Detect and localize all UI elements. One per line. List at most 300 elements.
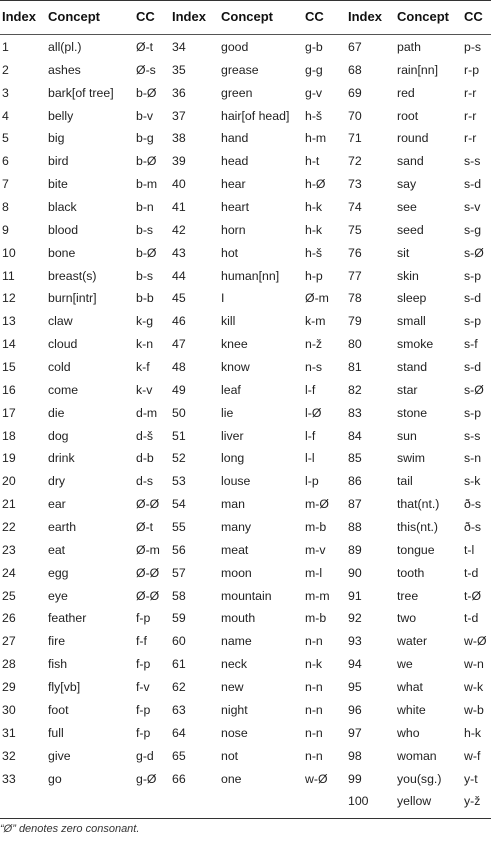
cell-concept: name [221, 634, 252, 649]
cell-cc: k-g [136, 314, 154, 329]
cell-index: 94 [348, 657, 362, 672]
cell-concept: one [221, 771, 242, 786]
cell-cc: f-p [136, 657, 151, 672]
cell-cc: Ø-t [136, 520, 154, 535]
cell-cc: n-s [305, 360, 323, 375]
cell-concept: star [397, 382, 418, 397]
cell-concept: feather [48, 611, 87, 626]
cell-concept: hear [221, 177, 246, 192]
cell-cc: s-s [464, 154, 481, 169]
cell-index: 66 [172, 771, 186, 786]
cell-index: 10 [2, 245, 16, 260]
cell-index: 28 [2, 657, 16, 672]
cell-index: 41 [172, 200, 186, 215]
cell-index: 65 [172, 748, 186, 763]
cell-index: 4 [2, 108, 9, 123]
cell-concept: leaf [221, 382, 241, 397]
cell-index: 35 [172, 62, 186, 77]
cell-cc: h-k [464, 725, 482, 740]
cell-cc: p-s [464, 40, 482, 54]
cell-cc: ð-s [464, 497, 482, 512]
cell-cc: s-p [464, 405, 482, 420]
cell-concept: drink [48, 451, 75, 466]
cell-index: 78 [348, 291, 362, 306]
cell-concept: path [397, 40, 421, 54]
cell-index: 93 [348, 634, 362, 649]
cell-index: 87 [348, 497, 362, 512]
header-concept: Concept [221, 9, 273, 24]
cell-index: 12 [2, 291, 16, 306]
cell-index: 73 [348, 177, 362, 192]
cell-index: 84 [348, 428, 362, 443]
cell-concept: skin [397, 268, 419, 283]
cell-concept: bird [48, 154, 69, 169]
cell-concept: bone [48, 245, 76, 260]
cell-index: 34 [172, 40, 186, 54]
cell-index: 42 [172, 222, 186, 237]
cell-concept: this(nt.) [397, 520, 438, 535]
cell-cc: b-s [136, 222, 154, 237]
cell-index: 69 [348, 85, 362, 100]
cell-cc: b-g [136, 131, 154, 146]
cell-concept: hand [221, 131, 249, 146]
header-index: Index [2, 9, 36, 24]
cell-index: 56 [172, 542, 186, 557]
cell-concept: eye [48, 588, 68, 603]
cell-concept: egg [48, 565, 69, 580]
cell-cc: b-n [136, 200, 154, 215]
cell-index: 20 [2, 474, 16, 489]
cell-concept: nose [221, 725, 248, 740]
cell-cc: s-n [464, 451, 482, 466]
cell-index: 17 [2, 405, 16, 420]
cell-index: 44 [172, 268, 186, 283]
cell-cc: b-b [136, 291, 154, 306]
cell-index: 57 [172, 565, 186, 580]
cell-concept: tail [397, 474, 413, 489]
cell-index: 3 [2, 85, 9, 100]
cell-concept: neck [221, 657, 247, 672]
cell-index: 24 [2, 565, 16, 580]
cell-index: 71 [348, 131, 362, 146]
cell-index: 48 [172, 360, 186, 375]
header-index: Index [172, 9, 206, 24]
cell-concept: who [397, 725, 420, 740]
cell-cc: b-v [136, 108, 154, 123]
cell-cc: w-Ø [464, 634, 487, 649]
cell-cc: b-m [136, 177, 158, 192]
cell-cc: k-f [136, 360, 150, 375]
cell-concept: knee [221, 337, 248, 352]
cell-index: 52 [172, 451, 186, 466]
cell-index: 67 [348, 40, 362, 54]
cell-cc: s-s [464, 428, 481, 443]
cell-index: 8 [2, 200, 9, 215]
cell-cc: n-n [305, 748, 323, 763]
cell-index: 1 [2, 40, 9, 54]
cell-cc: h-k [305, 222, 323, 237]
cell-cc: g-d [136, 748, 154, 763]
cell-index: 19 [2, 451, 16, 466]
cell-index: 50 [172, 405, 186, 420]
cell-index: 77 [348, 268, 362, 283]
cell-cc: m-v [305, 542, 326, 557]
cell-index: 79 [348, 314, 362, 329]
cell-concept: long [221, 451, 245, 466]
cell-cc: s-d [464, 177, 482, 192]
cell-index: 64 [172, 725, 186, 740]
cell-cc: s-p [464, 268, 482, 283]
cell-concept: eat [48, 542, 66, 557]
cell-cc: Ø-m [136, 542, 160, 557]
cell-concept: round [397, 131, 429, 146]
cell-cc: r-r [464, 85, 477, 100]
cell-concept: big [48, 131, 65, 146]
cell-concept: you(sg.) [397, 771, 442, 786]
cell-concept: hair[of head] [221, 108, 290, 123]
cell-concept: give [48, 748, 71, 763]
cell-concept: cloud [48, 337, 78, 352]
cell-cc: Ø-m [305, 291, 329, 306]
cell-cc: w-f [464, 748, 481, 763]
cell-concept: breast(s) [48, 268, 97, 283]
cell-concept: foot [48, 702, 69, 717]
cell-cc: f-p [136, 702, 151, 717]
cell-concept: heart [221, 200, 250, 215]
cell-index: 92 [348, 611, 362, 626]
cell-concept: moon [221, 565, 252, 580]
cell-concept: die [48, 405, 65, 420]
cell-index: 22 [2, 520, 16, 535]
cell-concept: hot [221, 245, 239, 260]
cell-concept: bark[of tree] [48, 85, 114, 100]
cell-index: 98 [348, 748, 362, 763]
cell-cc: t-l [464, 542, 475, 557]
cell-cc: g-g [305, 62, 323, 77]
cell-concept: ear [48, 497, 66, 512]
cell-cc: s-Ø [464, 382, 484, 397]
cell-index: 33 [2, 771, 16, 786]
cell-index: 51 [172, 428, 186, 443]
cell-index: 62 [172, 680, 186, 695]
cell-index: 38 [172, 131, 186, 146]
cell-index: 74 [348, 200, 362, 215]
table-bottom-rule [0, 818, 491, 819]
cell-concept: claw [48, 314, 73, 329]
cell-cc: h-š [305, 108, 323, 123]
cell-index: 82 [348, 382, 362, 397]
cell-concept: earth [48, 520, 77, 535]
cell-index: 32 [2, 748, 16, 763]
cell-index: 53 [172, 474, 186, 489]
cell-index: 40 [172, 177, 186, 192]
cell-index: 9 [2, 222, 9, 237]
cell-cc: k-m [305, 314, 326, 329]
cell-index: 37 [172, 108, 186, 123]
cell-concept: fly[vb] [48, 680, 81, 695]
cell-concept: small [397, 314, 426, 329]
cell-cc: Ø-t [136, 40, 154, 54]
cell-cc: y-ž [464, 794, 481, 809]
cell-cc: h-Ø [305, 177, 326, 192]
cell-cc: n-k [305, 657, 323, 672]
cell-cc: m-b [305, 520, 327, 535]
cell-index: 55 [172, 520, 186, 535]
cell-concept: white [397, 702, 426, 717]
cell-concept: go [48, 771, 62, 786]
cell-index: 90 [348, 565, 362, 580]
cell-cc: f-f [136, 634, 147, 649]
cell-concept: woman [397, 748, 437, 763]
cell-index: 46 [172, 314, 186, 329]
cell-concept: sun [397, 428, 417, 443]
cell-concept: smoke [397, 337, 434, 352]
cell-concept: two [397, 611, 417, 626]
cell-concept: seed [397, 222, 424, 237]
cell-index: 95 [348, 680, 362, 695]
cell-concept: tongue [397, 542, 435, 557]
cell-cc: h-t [305, 154, 320, 169]
cell-concept: tree [397, 588, 419, 603]
cell-concept: cold [48, 360, 71, 375]
cell-concept: say [397, 177, 417, 192]
cell-index: 70 [348, 108, 362, 123]
cell-concept: I [221, 291, 225, 306]
cell-concept: new [221, 680, 244, 695]
cell-cc: w-Ø [305, 771, 328, 786]
cell-concept: night [221, 702, 248, 717]
cell-index: 15 [2, 360, 16, 375]
cell-cc: Ø-s [136, 62, 156, 77]
cell-concept: see [397, 200, 417, 215]
cell-cc: g-v [305, 85, 323, 100]
cell-concept: that(nt.) [397, 497, 440, 512]
cell-concept: many [221, 520, 252, 535]
cell-cc: b-s [136, 268, 154, 283]
cell-index: 58 [172, 588, 186, 603]
cell-cc: n-ž [305, 337, 323, 352]
cell-cc: m-b [305, 611, 327, 626]
cell-cc: r-p [464, 62, 480, 77]
cell-index: 68 [348, 62, 362, 77]
cell-cc: d-m [136, 405, 158, 420]
cell-concept: sleep [397, 291, 427, 306]
cell-cc: l-l [305, 451, 315, 466]
cell-index: 27 [2, 634, 16, 649]
cell-concept: rain[nn] [397, 62, 439, 77]
cell-cc: t-Ø [464, 588, 482, 603]
cell-cc: d-b [136, 451, 154, 466]
cell-index: 11 [2, 268, 15, 283]
cell-index: 96 [348, 702, 362, 717]
cell-index: 25 [2, 588, 16, 603]
cell-cc: l-f [305, 428, 316, 443]
cell-cc: n-n [305, 680, 323, 695]
cell-concept: dry [48, 474, 66, 489]
cell-concept: kill [221, 314, 236, 329]
cell-concept: belly [48, 108, 74, 123]
cell-cc: h-m [305, 131, 327, 146]
cell-index: 43 [172, 245, 186, 260]
cell-cc: n-n [305, 634, 323, 649]
cell-concept: head [221, 154, 249, 169]
cell-concept: not [221, 748, 239, 763]
cell-cc: n-n [305, 702, 323, 717]
cell-concept: water [397, 634, 428, 649]
cell-concept: know [221, 360, 250, 375]
cell-concept: swim [397, 451, 426, 466]
cell-concept: black [48, 200, 77, 215]
header-cc: CC [464, 9, 483, 24]
cell-index: 89 [348, 542, 362, 557]
cell-concept: dog [48, 428, 69, 443]
cell-cc: y-t [464, 771, 478, 786]
cell-cc: w-k [464, 680, 484, 695]
cell-concept: blood [48, 222, 79, 237]
cell-index: 99 [348, 771, 362, 786]
cell-cc: b-Ø [136, 154, 157, 169]
cell-cc: f-p [136, 611, 151, 626]
cell-cc: d-s [136, 474, 154, 489]
cell-index: 76 [348, 245, 362, 260]
cell-index: 13 [2, 314, 16, 329]
cell-index: 45 [172, 291, 186, 306]
cell-index: 54 [172, 497, 186, 512]
cell-concept: man [221, 497, 245, 512]
cell-cc: m-Ø [305, 497, 329, 512]
cell-concept: bite [48, 177, 68, 192]
cell-index: 49 [172, 382, 186, 397]
cell-cc: s-v [464, 200, 481, 215]
cell-cc: k-n [136, 337, 154, 352]
cell-concept: meat [221, 542, 249, 557]
cell-cc: s-p [464, 314, 482, 329]
cell-cc: Ø-Ø [136, 565, 160, 580]
cell-concept: mountain [221, 588, 272, 603]
cell-index: 85 [348, 451, 362, 466]
cell-cc: s-k [464, 474, 481, 489]
cell-concept: mouth [221, 611, 256, 626]
cell-concept: stone [397, 405, 428, 420]
cell-concept: liver [221, 428, 244, 443]
cell-cc: t-d [464, 611, 479, 626]
cell-cc: k-v [136, 382, 153, 397]
cell-index: 26 [2, 611, 16, 626]
cell-index: 2 [2, 62, 9, 77]
cell-concept: fire [48, 634, 66, 649]
table-footnote: “Ø” denotes zero consonant. [0, 823, 140, 835]
cell-cc: d-š [136, 428, 154, 443]
cell-concept: grease [221, 62, 259, 77]
cell-cc: s-f [464, 337, 478, 352]
cell-index: 60 [172, 634, 186, 649]
cell-cc: r-r [464, 131, 477, 146]
cell-cc: s-g [464, 222, 482, 237]
cell-cc: m-l [305, 565, 323, 580]
cell-index: 86 [348, 474, 362, 489]
cell-concept: burn[intr] [48, 291, 97, 306]
cell-index: 47 [172, 337, 186, 352]
cell-cc: w-n [464, 657, 484, 672]
cell-concept: louse [221, 474, 251, 489]
header-index: Index [348, 9, 382, 24]
cell-index: 14 [2, 337, 16, 352]
cell-cc: Ø-Ø [136, 588, 160, 603]
cell-cc: b-Ø [136, 85, 157, 100]
cell-concept: red [397, 85, 415, 100]
cell-index: 83 [348, 405, 362, 420]
cell-cc: n-n [305, 725, 323, 740]
cell-index: 39 [172, 154, 186, 169]
cell-index: 18 [2, 428, 16, 443]
header-cc: CC [305, 9, 324, 24]
cell-concept: good [221, 40, 249, 54]
cell-cc: g-Ø [136, 771, 157, 786]
cell-cc: h-k [305, 200, 323, 215]
cell-concept: stand [397, 360, 428, 375]
cell-cc: l-p [305, 474, 319, 489]
cell-index: 31 [2, 725, 16, 740]
cell-concept: tooth [397, 565, 425, 580]
cell-cc: ð-s [464, 520, 482, 535]
cell-cc: h-p [305, 268, 323, 283]
cell-cc: w-b [464, 702, 484, 717]
cell-cc: l-f [305, 382, 316, 397]
cell-concept: we [397, 657, 413, 672]
cell-cc: m-m [305, 588, 330, 603]
cell-concept: yellow [397, 794, 432, 809]
cell-index: 29 [2, 680, 16, 695]
cell-index: 100 [348, 794, 369, 809]
cell-index: 88 [348, 520, 362, 535]
cell-concept: horn [221, 222, 246, 237]
cell-concept: human[nn] [221, 268, 280, 283]
cell-index: 23 [2, 542, 16, 557]
cell-cc: t-d [464, 565, 479, 580]
cell-cc: Ø-Ø [136, 497, 160, 512]
cell-index: 6 [2, 154, 9, 169]
cell-index: 59 [172, 611, 186, 626]
cell-index: 21 [2, 497, 16, 512]
cell-index: 61 [172, 657, 186, 672]
cell-index: 91 [348, 588, 362, 603]
cell-concept: fish [48, 657, 68, 672]
cell-concept: full [48, 725, 64, 740]
cell-concept: sand [397, 154, 424, 169]
cell-cc: h-š [305, 245, 323, 260]
cell-index: 16 [2, 382, 16, 397]
cell-cc: s-d [464, 291, 482, 306]
cell-cc: l-Ø [305, 405, 322, 420]
cell-concept: what [397, 680, 423, 695]
cell-index: 72 [348, 154, 362, 169]
cell-index: 75 [348, 222, 362, 237]
cell-concept: all(pl.) [48, 40, 82, 54]
cell-index: 5 [2, 131, 9, 146]
cell-cc: f-v [136, 680, 150, 695]
header-concept: Concept [397, 9, 449, 24]
cell-concept: come [48, 382, 79, 397]
cell-index: 80 [348, 337, 362, 352]
cell-index: 97 [348, 725, 362, 740]
cell-concept: green [221, 85, 253, 100]
cell-cc: s-Ø [464, 245, 484, 260]
cell-concept: root [397, 108, 419, 123]
cell-cc: s-d [464, 360, 482, 375]
cell-index: 30 [2, 702, 16, 717]
cell-cc: r-r [464, 108, 477, 123]
cell-concept: lie [221, 405, 234, 420]
